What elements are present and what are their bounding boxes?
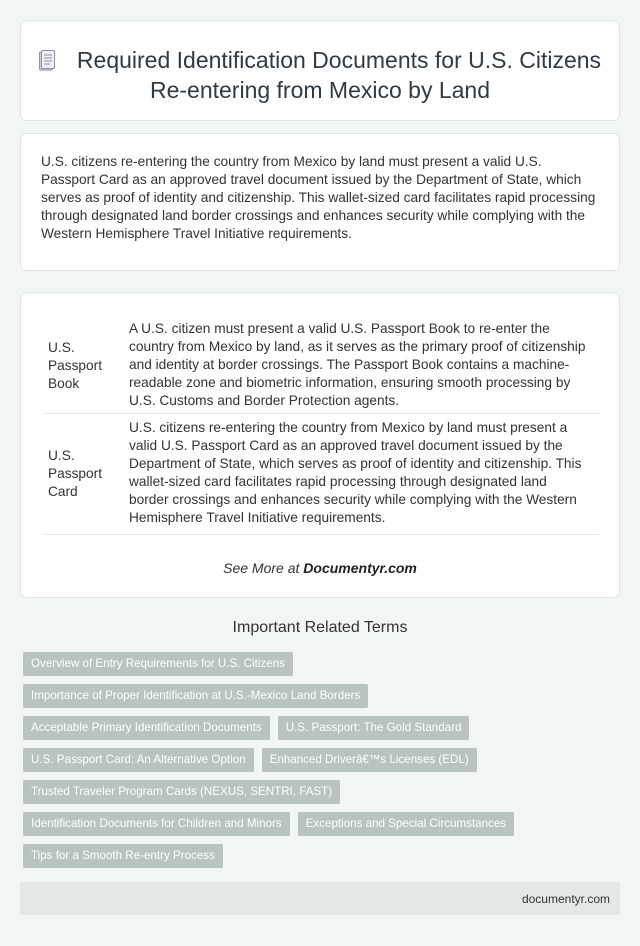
related-term-tag[interactable]: Trusted Traveler Program Cards (NEXUS, SENTRI, FAST)	[23, 780, 340, 804]
intro-paragraph: U.S. citizens re-entering the country from Mexico by land must present a valid U.S. Passport Card as an approved travel document issued by the Department of State, which serves as proof of identity and citizenship. This wallet-sized card facilitates rapid processing through designated land border crossings and enhances security while complying with the Western Hemisphere Travel Initiative requirements.	[41, 154, 596, 241]
page-title-text: Required Identification Documents for U.S. Citizens Re-entering from Mexico by Land	[76, 47, 602, 103]
document-label: U.S. Passport Card	[43, 414, 123, 535]
related-term-tag[interactable]: U.S. Passport: The Gold Standard	[278, 716, 470, 740]
see-more-prefix: See More at	[223, 560, 304, 576]
documents-card	[20, 292, 620, 598]
related-terms-heading: Important Related Terms	[232, 619, 408, 636]
see-more	[21, 560, 619, 576]
related-term-tag[interactable]: Importance of Proper Identification at U.S.-Mexico Land Borders	[23, 684, 368, 708]
documents-table	[43, 319, 599, 535]
document-description: U.S. citizens re-entering the country from Mexico by land must present a valid U.S. Passport Card as an approved travel document issued by the Department of State, which serves as proof of identity and citizenship. This wallet-sized card facilitates rapid processing through designated land border crossings and enhances security while complying with the Western Hemisphere Travel Initiative requirements.	[123, 414, 599, 535]
related-term-tag[interactable]: Acceptable Primary Identification Documents	[23, 716, 270, 740]
related-term-tag[interactable]: Overview of Entry Requirements for U.S. Citizens	[23, 652, 293, 676]
related-term-tag[interactable]: Tips for a Smooth Re-entry Process	[23, 844, 223, 868]
footer-site-link[interactable]: documentyr.com	[521, 892, 610, 906]
related-term-tag[interactable]: Exceptions and Special Circumstances	[298, 812, 514, 836]
intro-card	[20, 133, 620, 271]
see-more-link[interactable]: Documentyr.com	[303, 560, 417, 576]
footer	[20, 882, 620, 915]
related-term-tag[interactable]: U.S. Passport Card: An Alternative Option	[23, 748, 254, 772]
document-description: A U.S. citizen must present a valid U.S. Passport Book to re-enter the country from Mexico by land, as it serves as the primary proof of citizenship and identity at border crossings. The Passport Book contains a machine-readable zone and biometric information, ensuring smooth processing by U.S. Customs and Border Protection agents.	[123, 319, 599, 414]
related-term-tag[interactable]: Identification Documents for Children and Minors	[23, 812, 290, 836]
related-term-tag[interactable]: Enhanced Driverâ€™s Licenses (EDL)	[262, 748, 477, 772]
document-icon	[39, 48, 55, 69]
related-terms-list	[23, 652, 583, 876]
document-label: U.S. Passport Book	[43, 319, 123, 414]
table-row	[43, 414, 599, 535]
header-card	[20, 20, 620, 121]
page-title	[21, 45, 619, 105]
table-row	[43, 319, 599, 414]
